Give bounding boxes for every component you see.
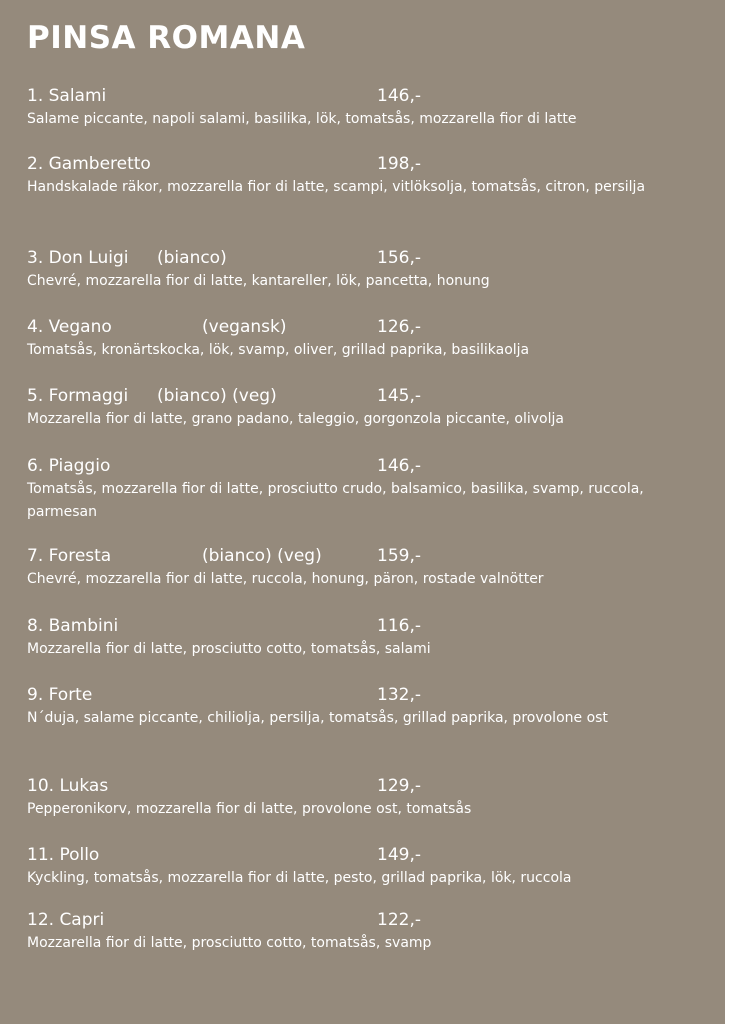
item-price: 145,- [377,386,421,406]
item-price: 116,- [377,616,421,636]
menu-item-pollo [27,843,717,890]
item-name: 2. Gamberetto [27,154,151,174]
menu-item-header [27,774,717,798]
menu-item-header [27,384,717,408]
item-tag: (bianco) (veg) [202,546,322,566]
item-description: Kyckling, tomatsås, mozzarella fior di latte, pesto, grillad paprika, lök, ruccola [27,870,572,886]
item-price: 159,- [377,546,421,566]
item-description: N´duja, salame piccante, chiliolja, persilja, tomatsås, grillad paprika, provolone ost [27,710,608,726]
item-name: 3. Don Luigi [27,248,129,268]
item-price: 146,- [377,456,421,476]
item-description: Tomatsås, kronärtskocka, lök, svamp, oliver, grillad paprika, basilikaolja [27,342,530,358]
menu-item-header [27,614,717,638]
item-description: Pepperonikorv, mozzarella fior di latte, provolone ost, tomatsås [27,801,472,817]
item-price: 156,- [377,248,421,268]
item-tag: (bianco) [157,248,227,268]
item-price: 149,- [377,845,421,865]
item-price: 146,- [377,86,421,106]
item-price: 126,- [377,317,421,337]
menu-item-foresta [27,544,717,591]
menu-item-header [27,454,717,478]
item-tag: (vegansk) [202,317,287,337]
item-name: 11. Pollo [27,845,100,865]
menu-item-header [27,544,717,568]
item-name: 4. Vegano [27,317,112,337]
menu-item-header [27,843,717,867]
item-name: 8. Bambini [27,616,119,636]
menu-item-bambini [27,614,717,661]
menu-item-salami [27,84,717,131]
item-name: 6. Piaggio [27,456,111,476]
item-name: 9. Forte [27,685,93,705]
item-name: 12. Capri [27,910,105,930]
item-description: Chevré, mozzarella fior di latte, kantareller, lök, pancetta, honung [27,273,490,289]
menu-item-vegano [27,315,717,362]
item-description: Mozzarella fior di latte, grano padano, taleggio, gorgonzola piccante, olivolja [27,411,564,427]
menu-item-lukas [27,774,717,821]
item-price: 132,- [377,685,421,705]
item-name: 10. Lukas [27,776,109,796]
item-description: Mozzarella fior di latte, prosciutto cotto, tomatsås, salami [27,641,431,657]
item-name: 1. Salami [27,86,107,106]
menu-item-formaggi [27,384,717,431]
menu-item-header [27,246,717,270]
item-tag: (bianco) (veg) [157,386,277,406]
menu-item-gamberetto [27,152,717,199]
item-name: 5. Formaggi [27,386,129,406]
menu-title: PINSA ROMANA [27,20,306,56]
item-price: 198,- [377,154,421,174]
item-name: 7. Foresta [27,546,112,566]
item-description: Handskalade räkor, mozzarella fior di latte, scampi, vitlöksolja, tomatsås, citron, persilja [27,179,646,195]
item-price: 122,- [377,910,421,930]
menu-item-capri [27,908,717,955]
item-description: Mozzarella fior di latte, prosciutto cotto, tomatsås, svamp [27,935,432,951]
item-description: Chevré, mozzarella fior di latte, ruccola, honung, päron, rostade valnötter [27,571,544,587]
menu-item-forte [27,683,717,730]
item-description: Salame piccante, napoli salami, basilika, lök, tomatsås, mozzarella fior di latte [27,111,577,127]
menu-item-header [27,908,717,932]
item-description: Tomatsås, mozzarella fior di latte, prosciutto crudo, balsamico, basilika, svamp, ruccola, parmesan [27,481,644,520]
menu-item-header [27,152,717,176]
menu-item-header [27,315,717,339]
menu-item-header [27,683,717,707]
item-price: 129,- [377,776,421,796]
menu-item-piaggio [27,454,717,524]
menu-item-don-luigi [27,246,717,293]
menu-item-header [27,84,717,108]
